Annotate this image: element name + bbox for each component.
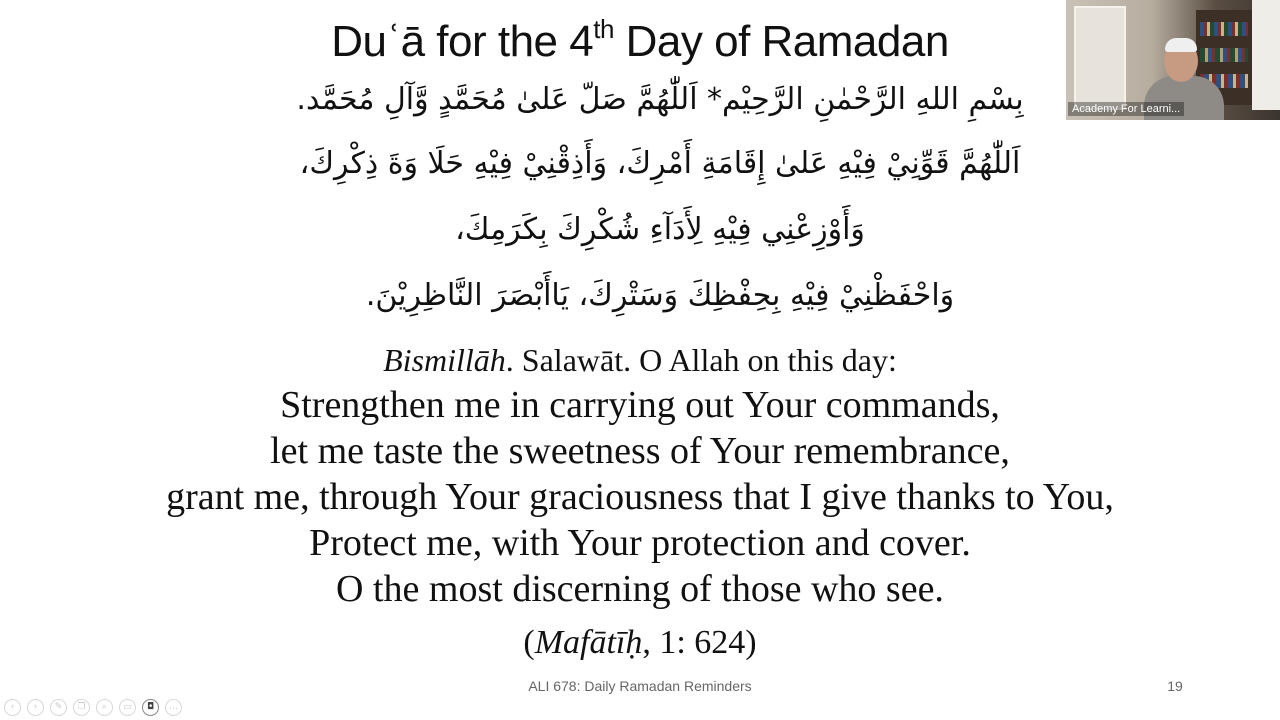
intro-italic: Bismillāh [383,342,506,378]
subtitles-button[interactable] [119,699,136,716]
camera-icon: ◘ [146,702,155,712]
english-line-4: Protect me, with Your protection and cover. [309,522,971,564]
arabic-line-4: وَاحْفَظْنِيْ فِيْهِ بِحِفْظِكَ وَسَتْرِكَ، يَاأَبْصَرَ النَّاظِرِيْنَ. [365,278,955,313]
previous-icon: ‹ [10,702,15,712]
slides-icon: ❐ [77,702,86,712]
slide-page-number: 19 [1167,678,1183,694]
participant-video-thumbnail[interactable] [1066,0,1280,120]
video-books [1200,48,1248,62]
more-icon: … [169,702,178,712]
english-line-2: let me taste the sweetness of Your remembrance, [270,430,1010,472]
see-all-slides-button[interactable] [73,699,90,716]
video-window [1252,0,1280,110]
camera-button[interactable] [142,699,159,716]
arabic-line-2: اَللّٰهُمَّ قَوِّنِيْ فِيْهِ عَلىٰ إِقَامَةِ أَمْرِكَ، وَأَذِقْنِيْ فِيْهِ حَلَا وَةَ ذِكْرِكَ، [299,146,1021,181]
more-options-button[interactable] [165,699,182,716]
citation-open: ( [523,624,535,661]
citation-rest: , 1: 624) [642,624,757,661]
zoom-icon: ⌕ [101,702,108,712]
subtitles-icon: ▭ [123,702,132,712]
next-slide-button[interactable] [27,699,44,716]
arabic-line-1: بِسْمِ اللهِ الرَّحْمٰنِ الرَّحِيْم* اَللّٰهُمَّ صَلّ عَلىٰ مُحَمَّدٍ وَّآلِ مُحَمَّد. [296,82,1024,117]
video-person-cap [1165,38,1197,52]
english-line-5: O the most discerning of those who see. [336,568,944,610]
zoom-button[interactable] [96,699,113,716]
next-icon: › [33,702,38,712]
citation-italic: Mafātīḥ [534,624,643,661]
english-line-3: grant me, through Your graciousness that I give thanks to You, [166,476,1114,518]
pen-icon: ✎ [54,702,63,712]
title-main: Duʿā for the 4 [331,17,594,66]
citation [40,624,1240,662]
title-end: Day of Ramadan [613,17,949,66]
previous-slide-button[interactable] [4,699,21,716]
pen-tool-button[interactable] [50,699,67,716]
video-door [1074,6,1126,110]
title-superscript: th [593,14,614,44]
intro-line [40,342,1240,379]
english-line-1: Strengthen me in carrying out Your commands, [280,384,1000,426]
slide-footer: ALI 678: Daily Ramadan Reminders [528,678,752,694]
arabic-line-3: وَأَوْزِعْنِي فِيْهِ لِأَدَآءِ شُكْرِكَ بِكَرَمِكَ، [455,212,865,247]
video-books [1200,22,1248,36]
intro-rest: . Salawāt. O Allah on this day: [505,342,897,378]
participant-name-label: Academy For Learni... [1068,102,1184,116]
slideshow-controls [4,698,182,716]
